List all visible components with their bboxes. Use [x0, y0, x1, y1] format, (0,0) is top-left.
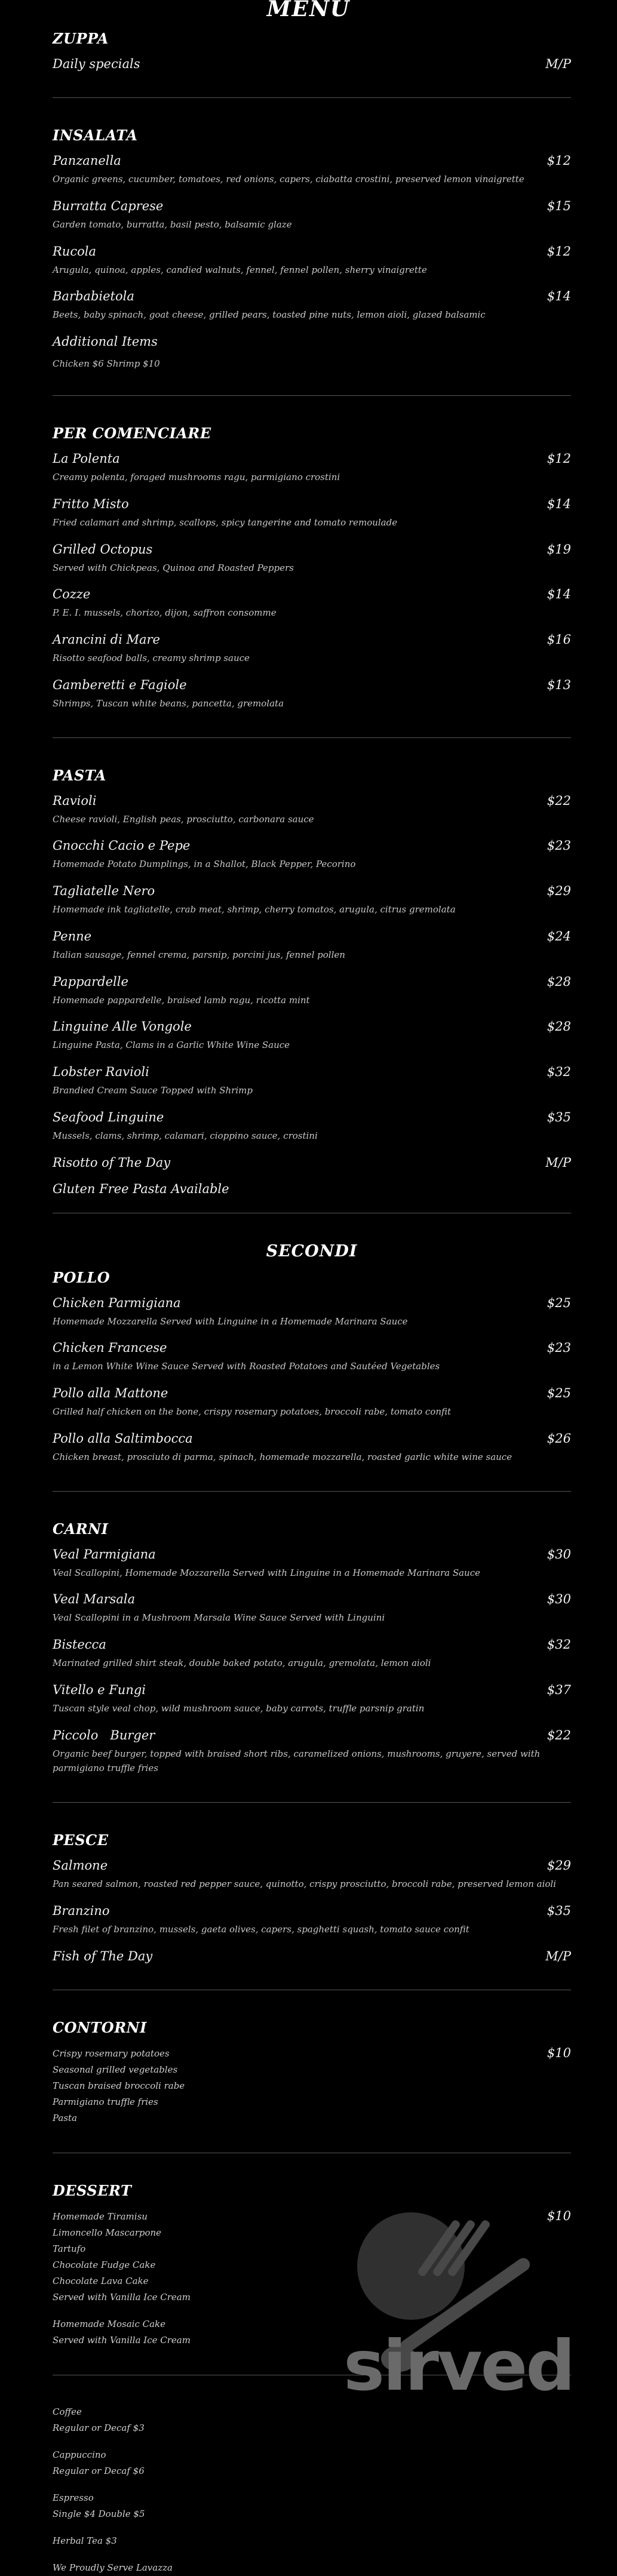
- menu-item: [53, 929, 571, 963]
- list-item: Cappuccino: [53, 2449, 106, 2460]
- list-item: Served with Vanilla Ice Cream: [53, 2291, 191, 2303]
- item-name: Salmone: [53, 1858, 108, 1873]
- item-name: Barbabietola: [53, 289, 134, 304]
- section-carni: [53, 1520, 571, 1776]
- list-item: Tartufo: [53, 2243, 86, 2254]
- item-price: $32: [547, 1065, 571, 1079]
- menu-item: [53, 1728, 571, 1776]
- list-item: Parmigiano truffle fries: [53, 2096, 158, 2107]
- divider: [53, 97, 571, 98]
- menu-item: [53, 1296, 571, 1329]
- item-name: Rucola: [53, 244, 96, 259]
- menu-item: [53, 838, 571, 872]
- section-title: ZUPPA: [53, 30, 109, 47]
- item-description: Homemade pappardelle, braised lamb ragu, ricotta mint: [53, 994, 310, 1006]
- menu-item: [53, 497, 571, 530]
- item-description: Grilled half chicken on the bone, crispy rosemary potatoes, broccoli rabe, tomato confit: [53, 1406, 452, 1417]
- menu-item: [53, 587, 571, 620]
- list-item: Served with Vanilla Ice Cream: [53, 2334, 191, 2346]
- item-description: Pan seared salmon, roasted red pepper sauce, quinotto, crispy prosciutto, broccoli rabe, preserved lemon aioli: [53, 1879, 556, 1889]
- item-price: $30: [547, 1547, 571, 1561]
- item-description: Shrimps, Tuscan white beans, pancetta, gremolata: [53, 697, 284, 709]
- menu-item: [53, 678, 571, 711]
- item-price: $12: [547, 451, 571, 466]
- section-title: CARNI: [53, 1520, 109, 1538]
- section-per-comenciare: [53, 425, 571, 711]
- item-description: Italian sausage, fennel crema, parsnip, porcini jus, fennel pollen: [53, 949, 345, 960]
- list-item: Espresso: [53, 2492, 94, 2503]
- item-name: Fish of The Day: [53, 1948, 153, 1963]
- item-price: M/P: [545, 1155, 571, 1170]
- item-description: Tuscan style veal chop, wild mushroom sauce, baby carrots, truffle parsnip gratin: [53, 1702, 425, 1714]
- item-description: Garden tomato, burratta, basil pesto, balsamic glaze: [53, 219, 292, 230]
- item-name: Seafood Linguine: [53, 1109, 164, 1124]
- section-pasta: [53, 767, 571, 1196]
- menu-item: [53, 1386, 571, 1419]
- section-title: DESSERT: [53, 2181, 132, 2199]
- item-description: Veal Scallopini, Homemade Mozzarella Served with Linguine in a Homemade Marinara Sauce: [53, 1567, 480, 1578]
- item-price: $12: [547, 244, 571, 259]
- menu-item: [53, 1065, 571, 1098]
- menu-item: [53, 975, 571, 1008]
- list-item: Regular or Decaf $6: [53, 2465, 145, 2476]
- item-description: Veal Scallopini in a Mushroom Marsala Wine Sauce Served with Linguini: [53, 1612, 385, 1624]
- list-item: Single $4 Double $5: [53, 2508, 145, 2519]
- item-price: M/P: [545, 1948, 571, 1963]
- divider: [53, 1491, 571, 1492]
- item-name: Grilled Octopus: [53, 542, 153, 557]
- list-item: Limoncello Mascarpone: [53, 2227, 162, 2238]
- menu-item: [53, 1341, 571, 1374]
- item-price: $10: [547, 2208, 571, 2223]
- item-name: Panzanella: [53, 153, 121, 168]
- item-name: Gamberetti e Fagiole: [53, 677, 187, 692]
- list-item: We Proudly Serve Lavazza: [53, 2562, 173, 2573]
- item-price: $14: [547, 289, 571, 304]
- menu-item: [53, 57, 571, 71]
- item-name: Penne: [53, 929, 92, 943]
- item-price: $28: [547, 974, 571, 989]
- item-description: Homemade Mozzarella Served with Linguine in a Homemade Marinara Sauce: [53, 1315, 408, 1327]
- menu-item: [53, 1431, 571, 1465]
- menu-item: [53, 794, 571, 827]
- item-name: Veal Marsala: [53, 1592, 136, 1607]
- list-item: Seasonal grilled vegetables: [53, 2064, 178, 2075]
- menu-item: [53, 884, 571, 917]
- divider: [53, 737, 571, 738]
- item-name: Veal Parmigiana: [53, 1547, 156, 1561]
- divider: [53, 1802, 571, 1803]
- item-price: $13: [547, 677, 571, 692]
- item-description: Risotto seafood balls, creamy shrimp sauce: [53, 653, 250, 663]
- item-description: Cheese ravioli, English peas, prosciutto, carbonara sauce: [53, 813, 314, 825]
- item-description: Fresh filet of branzino, mussels, gaeta olives, capers, spaghetti squash, tomato sauce confit: [53, 1923, 469, 1935]
- menu-item: [53, 542, 571, 576]
- item-price: $12: [547, 153, 571, 168]
- item-name: Daily specials: [53, 57, 140, 71]
- item-price: M/P: [545, 57, 571, 71]
- item-name: Arancini di Mare: [53, 632, 160, 647]
- menu-item: [53, 1019, 571, 1053]
- item-price: $22: [547, 1727, 571, 1742]
- item-name: Piccolo Burger: [53, 1727, 155, 1742]
- section-title: INSALATA: [53, 127, 138, 144]
- list-item: Coffee: [53, 2406, 82, 2417]
- item-price: $29: [547, 884, 571, 898]
- section-zuppa: [53, 30, 571, 71]
- menu-item: [53, 1683, 571, 1716]
- secondi-title: SECONDI: [266, 1241, 358, 1261]
- item-price: $35: [547, 1109, 571, 1124]
- item-name: Gnocchi Cacio e Pepe: [53, 838, 191, 853]
- menu-item: [53, 1110, 571, 1143]
- item-price: $25: [547, 1295, 571, 1310]
- item-name: Pollo alla Mattone: [53, 1386, 168, 1400]
- item-price: $26: [547, 1431, 571, 1446]
- section-pesce: [53, 1831, 571, 1963]
- item-name: Fritto Misto: [53, 496, 129, 511]
- list-item: Homemade Tiramisu: [53, 2211, 148, 2222]
- item-price: $37: [547, 1682, 571, 1697]
- menu-item: [53, 244, 571, 278]
- item-price: $15: [547, 198, 571, 213]
- list-item: Pasta: [53, 2112, 78, 2123]
- menu-item: [53, 451, 571, 485]
- menu-item: [53, 199, 571, 232]
- menu-item: [53, 1592, 571, 1625]
- item-price: $30: [547, 1592, 571, 1607]
- item-description: Marinated grilled shirt steak, double baked potato, arugula, gremolata, lemon aioli: [53, 1658, 431, 1668]
- section-title: PER COMENCIARE: [53, 425, 211, 442]
- item-name: Ravioli: [53, 793, 97, 808]
- item-price: $14: [547, 587, 571, 602]
- item-description: Served with Chickpeas, Quinoa and Roasted Peppers: [53, 562, 294, 573]
- item-description: Brandied Cream Sauce Topped with Shrimp: [53, 1085, 253, 1096]
- list-item: Chocolate Lava Cake: [53, 2275, 149, 2286]
- item-name: Tagliatelle Nero: [53, 884, 155, 898]
- item-name: Risotto of The Day: [53, 1155, 171, 1170]
- menu-item: [53, 1547, 571, 1581]
- item-description: Fried calamari and shrimp, scallops, spicy tangerine and tomato remoulade: [53, 517, 398, 528]
- section-title: PESCE: [53, 1831, 109, 1849]
- item-price: $28: [547, 1019, 571, 1034]
- item-name: Pollo alla Saltimbocca: [53, 1431, 193, 1446]
- item-name: Cozze: [53, 587, 91, 602]
- section-title: POLLO: [53, 1268, 110, 1286]
- menu-title: MENU: [266, 0, 351, 21]
- menu-content: [53, 30, 574, 2576]
- item-name: Burratta Caprese: [53, 198, 164, 213]
- list-item: Chocolate Fudge Cake: [53, 2259, 156, 2270]
- item-description: Homemade Potato Dumplings, in a Shallot, Black Pepper, Pecorino: [53, 859, 356, 870]
- section-pollo: [53, 1269, 571, 1465]
- list-item: Crispy rosemary potatoes: [53, 2048, 170, 2059]
- item-description: Beets, baby spinach, goat cheese, grilled pears, toasted pine nuts, lemon aioli, glazed balsamic: [53, 309, 486, 321]
- list-item: Regular or Decaf $3: [53, 2422, 145, 2433]
- menu-item: [53, 289, 571, 322]
- item-price: $35: [547, 1903, 571, 1918]
- sirved-watermark: sirved: [343, 2326, 574, 2406]
- gluten-free-note: Gluten Free Pasta Available: [53, 1181, 229, 1196]
- drinks-list: [53, 2404, 571, 2576]
- item-description: Arugula, quinoa, apples, candied walnuts, fennel, fennel pollen, sherry vinaigrette: [53, 264, 427, 275]
- item-price: $22: [547, 793, 571, 808]
- item-name: Lobster Ravioli: [53, 1065, 149, 1079]
- dessert-list: [53, 2209, 191, 2348]
- additional-items-title: Additional Items: [53, 334, 158, 349]
- list-item: Homemade Mosaic Cake: [53, 2318, 166, 2329]
- item-description: Linguine Pasta, Clams in a Garlic White Wine Sauce: [53, 1040, 290, 1051]
- item-price: $25: [547, 1386, 571, 1400]
- item-price: $24: [547, 929, 571, 943]
- item-description: Creamy polenta, foraged mushrooms ragu, parmigiano crostini: [53, 472, 340, 482]
- item-description: Chicken breast, prosciuto di parma, spinach, homemade mozzarella, roasted garlic white wine sauce: [53, 1451, 512, 1462]
- contorni-list: [53, 2046, 185, 2126]
- item-description: Mussels, clams, shrimp, calamari, cioppino sauce, crostini: [53, 1130, 318, 1141]
- item-price: $23: [547, 838, 571, 853]
- item-price: $19: [547, 542, 571, 557]
- item-description: Homemade ink tagliatelle, crab meat, shrimp, cherry tomatos, arugula, citrus gremolata: [53, 904, 456, 915]
- section-title: CONTORNI: [53, 2018, 147, 2036]
- list-item: Herbal Tea $3: [53, 2535, 117, 2546]
- item-price: $29: [547, 1858, 571, 1873]
- menu-item: [53, 1949, 571, 1963]
- item-description: Organic greens, cucumber, tomatoes, red onions, capers, ciabatta crostini, preserved lemon vinaigrette: [53, 174, 524, 185]
- item-price: $10: [547, 2045, 571, 2060]
- item-price: $23: [547, 1341, 571, 1355]
- item-description: P. E. I. mussels, chorizo, dijon, saffron consomme: [53, 607, 277, 619]
- item-description: Organic beef burger, topped with braised short ribs, caramelized onions, mushrooms, gruyere, served with parmigiano truffle fries: [53, 1748, 541, 1774]
- menu-item: [53, 1637, 571, 1671]
- menu-item: [53, 632, 571, 666]
- item-name: Linguine Alle Vongole: [53, 1019, 192, 1034]
- item-name: Bistecca: [53, 1637, 106, 1652]
- menu-item: [53, 1904, 571, 1937]
- item-name: La Polenta: [53, 451, 120, 466]
- menu-item: [53, 153, 571, 187]
- item-name: Chicken Francese: [53, 1341, 167, 1355]
- item-name: Vitello e Fungi: [53, 1682, 146, 1697]
- item-description: in a Lemon White Wine Sauce Served with Roasted Potatoes and Sautéed Vegetables: [53, 1361, 440, 1372]
- item-price: $14: [547, 496, 571, 511]
- section-insalata: [53, 127, 571, 369]
- additional-items-desc: Chicken $6 Shrimp $10: [53, 358, 160, 369]
- section-contorni: [53, 2019, 571, 2126]
- item-name: Pappardelle: [53, 974, 128, 989]
- item-name: Branzino: [53, 1903, 110, 1918]
- menu-item: [53, 1858, 571, 1892]
- divider: [53, 395, 571, 396]
- section-title: PASTA: [53, 766, 106, 784]
- menu-item: [53, 1155, 571, 1170]
- item-price: $32: [547, 1637, 571, 1652]
- item-price: $16: [547, 632, 571, 647]
- item-name: Chicken Parmigiana: [53, 1295, 181, 1310]
- list-item: Tuscan braised broccoli rabe: [53, 2080, 185, 2091]
